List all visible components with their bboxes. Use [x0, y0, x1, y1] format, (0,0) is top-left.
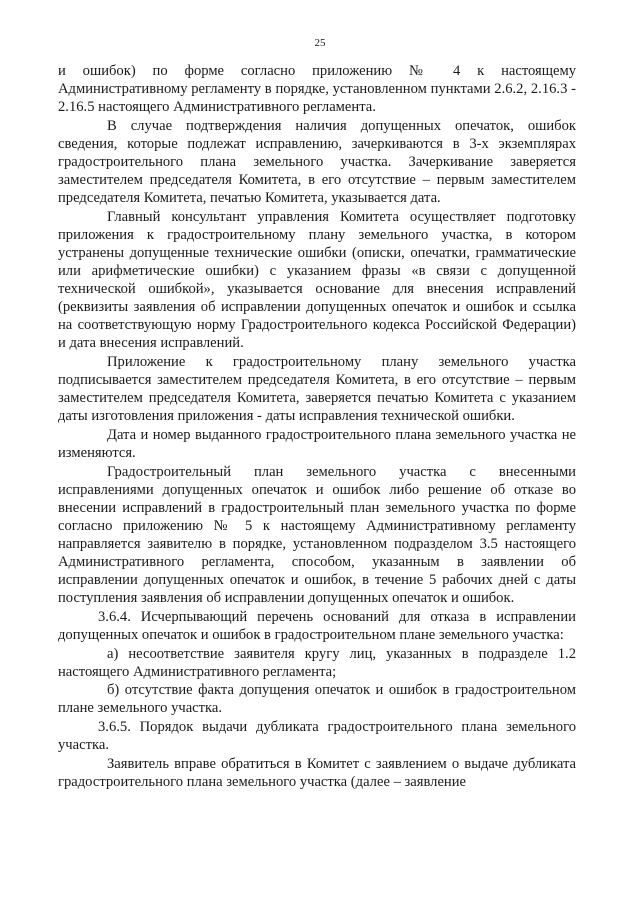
page-number: 25 — [314, 37, 326, 49]
document-body — [58, 62, 576, 791]
paragraph: 3.6.4. Исчерпывающий перечень оснований для отказа в исправлении допущенных опечаток и ошибок в градостроительном плане земельного участка: — [58, 608, 576, 643]
paragraph: Заявитель вправе обратиться в Комитет с заявлением о выдаче дубликата градостроительного плана земельного участка (далее – заявление — [58, 755, 576, 790]
paragraph: Приложение к градостроительному плану земельного участка подписывается заместителем председателя Комитета, в его отсутствие – первым заместителем председателя Комитета, заверяется печатью Комитета с указанием даты изготовления приложения - даты исправления технической ошибки. — [58, 354, 576, 425]
paragraph: а) несоответствие заявителя кругу лиц, указанных в подразделе 1.2 настоящего Административного регламента; — [58, 645, 576, 680]
paragraph: Градостроительный план земельного участка с внесенными исправлениями допущенных опечаток и ошибок либо решение об отказе во внесении исправлений в градостроительный план земельного участка по форме согласно приложению № 5 к настоящему Административному регламенту направляется заявителю в порядке, установленном подразделом 3.5 настоящего Административного регламента, способом, указанным в заявлении об исправлении допущенных опечаток и ошибок, в течение 5 рабочих дней с даты поступления заявления об исправлении допущенных опечаток и ошибок. — [58, 463, 576, 607]
paragraph: 3.6.5. Порядок выдачи дубликата градостроительного плана земельного участка. — [58, 718, 576, 753]
paragraph: Дата и номер выданного градостроительного плана земельного участка не изменяются. — [58, 426, 576, 461]
paragraph: б) отсутствие факта допущения опечаток и ошибок в градостроительном плане земельного участка. — [58, 682, 576, 717]
paragraph: Главный консультант управления Комитета осуществляет подготовку приложения к градостроительному плану земельного участка, в котором устранены допущенные технические ошибки (описки, опечатки, грамматические или арифметические ошибки) с указанием фразы «в связи с допущенной технической ошибкой», указывается основание для внесения исправлений (реквизиты заявления об исправлении допущенных опечаток и ошибок и ссылка на соответствующую норму Градостроительного кодекса Российской Федерации) и дата внесения исправлений. — [58, 208, 576, 352]
paragraph: и ошибок) по форме согласно приложению № 4 к настоящему Административному регламенту в порядке, установленном пунктами 2.6.2, 2.16.3 - 2.16.5 настоящего Административного регламента. — [58, 63, 576, 116]
paragraph: В случае подтверждения наличия допущенных опечаток, ошибок сведения, которые подлежат исправлению, зачеркиваются в 3-х экземплярах градостроительного плана земельного участка. Зачеркивание заверяется заместителем председателя Комитета, в его отсутствие – первым заместителем председателя Комитета, печатью Комитета, указывается дата. — [58, 117, 576, 207]
